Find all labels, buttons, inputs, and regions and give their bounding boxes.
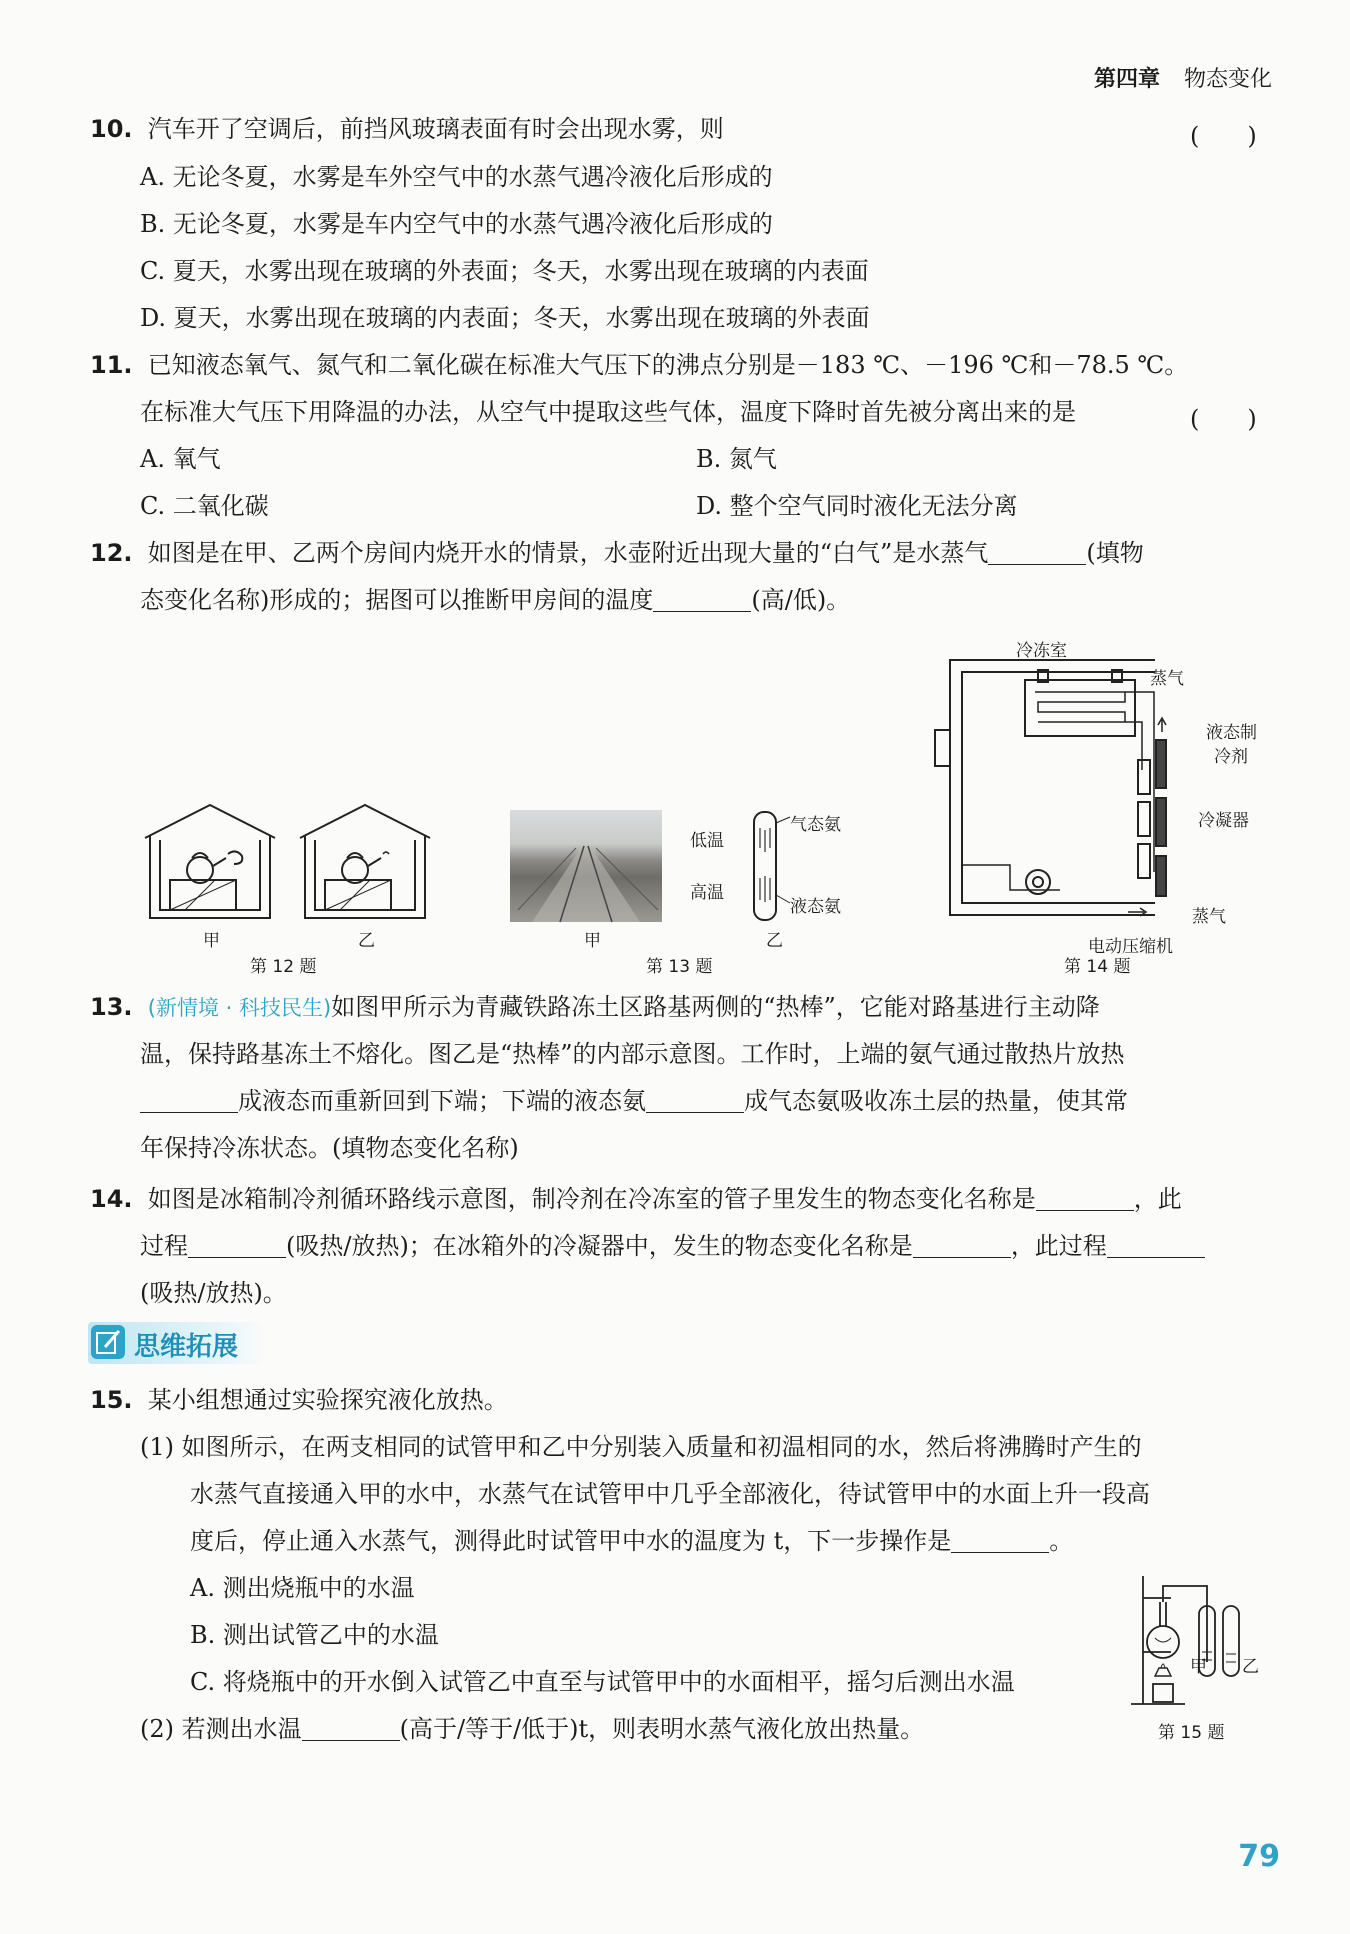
- fig13-high-temp: 高温: [690, 883, 724, 903]
- q15-p1-line3: 度后，停止通入水蒸气，测得此时试管甲中水的温度为 t，下一步操作是 。: [190, 1527, 1074, 1555]
- chapter-title: 物态变化: [1183, 67, 1272, 92]
- q10-option-c: C. 夏天，水雾出现在玻璃的外表面；冬天，水雾出现在玻璃的内表面: [140, 257, 869, 285]
- q15-p1-line1: (1) 如图所示，在两支相同的试管甲和乙中分别装入质量和初温相同的水，然后将沸腾时产生的: [140, 1433, 1142, 1461]
- q13-line1: 13. (新情境 · 科技民生)如图甲所示为青藏铁路冻土区路基两侧的“热棒”，它能对路基进行主动降: [90, 993, 1100, 1021]
- chapter-label: 第四章: [1093, 67, 1160, 92]
- q15-option-a: A. 测出烧瓶中的水温: [190, 1574, 415, 1602]
- q14-blank-4[interactable]: [1107, 1231, 1205, 1258]
- pencil-icon: [91, 1325, 125, 1359]
- q10-option-a: A. 无论冬夏，水雾是车外空气中的水蒸气遇冷液化后形成的: [140, 163, 773, 191]
- fig15-caption: 第 15 题: [1158, 1723, 1225, 1743]
- fig13-caption: 第 13 题: [646, 957, 713, 977]
- q11-option-a: A. 氧气: [140, 445, 221, 473]
- fig14-refrigerator: [930, 650, 1210, 930]
- q13-line2: 温，保持路基冻土不熔化。图乙是“热棒”的内部示意图。工作时，上端的氨气通过散热片放热: [140, 1040, 1125, 1068]
- fig14-freezer: 冷冻室: [1016, 641, 1067, 661]
- fig14-vapor-bottom: 蒸气: [1192, 907, 1226, 927]
- fig13-label-jia: 甲: [584, 931, 601, 951]
- q14-line1: 14. 如图是冰箱制冷剂循环路线示意图，制冷剂在冷冻室的管子里发生的物态变化名称是 ，此: [90, 1185, 1182, 1213]
- running-header: [1094, 62, 1272, 93]
- q11-option-c: C. 二氧化碳: [140, 492, 269, 520]
- q10-option-b: B. 无论冬夏，水雾是车内空气中的水蒸气遇冷液化后形成的: [140, 210, 773, 238]
- fig14-vapor-top: 蒸气: [1150, 669, 1184, 689]
- q14-blank-3[interactable]: [913, 1231, 1011, 1258]
- q15-option-b: B. 测出试管乙中的水温: [190, 1621, 439, 1649]
- q10-option-d: D. 夏天，水雾出现在玻璃的内表面；冬天，水雾出现在玻璃的外表面: [140, 304, 870, 332]
- q13-blank-1[interactable]: [140, 1086, 238, 1113]
- fig12-label-jia: 甲: [203, 931, 220, 951]
- fig13-gas-ammonia: 气态氨: [790, 815, 841, 835]
- q13-blank-2[interactable]: [646, 1086, 744, 1113]
- q14-line3: (吸热/放热)。: [140, 1279, 287, 1307]
- q12-line2: 态变化名称)形成的；据图可以推断甲房间的温度 (高/低)。: [140, 586, 851, 614]
- q14-line2: 过程 (吸热/放热)；在冰箱外的冷凝器中，发生的物态变化名称是 ，此过程: [140, 1229, 1205, 1263]
- q15-blank-2[interactable]: [302, 1714, 400, 1741]
- q13-tag: (新情境 · 科技民生): [147, 996, 332, 1020]
- fig14-caption: 第 14 题: [1064, 957, 1131, 977]
- q13-line3: 成液态而重新回到下端；下端的液态氨 成气态氨吸收冻土层的热量，使其常: [140, 1084, 1128, 1118]
- fig15-label-jia: 甲: [1190, 1657, 1207, 1677]
- fig12-houses: [140, 800, 440, 950]
- q12-blank-2[interactable]: [653, 585, 751, 612]
- q12-line1: 12. 如图是在甲、乙两个房间内烧开水的情景，水壶附近出现大量的“白气”是水蒸气 (填物: [90, 539, 1144, 567]
- fig14-condenser: 冷凝器: [1198, 811, 1249, 831]
- q15-p2: (2) 若测出水温 (高于/等于/低于)t，则表明水蒸气液化放出热量。: [140, 1715, 925, 1743]
- fig12-caption: 第 12 题: [250, 957, 317, 977]
- q15-stem: 15. 某小组想通过实验探究液化放热。: [90, 1386, 508, 1414]
- q11-answer-paren: ( ): [1190, 405, 1257, 433]
- q11-option-d: D. 整个空气同时液化无法分离: [696, 492, 1018, 520]
- q15-blank-1[interactable]: [951, 1526, 1049, 1553]
- fig14-liquid-refrigerant-2: 冷剂: [1214, 747, 1248, 767]
- fig13-railway-photo: [510, 810, 662, 922]
- q11-option-b: B. 氮气: [696, 445, 777, 473]
- fig12-label-yi: 乙: [358, 931, 375, 951]
- q10-answer-paren: ( ): [1190, 122, 1257, 150]
- q10-stem: 10. 汽车开了空调后，前挡风玻璃表面有时会出现水雾，则: [90, 115, 724, 143]
- q11-line1: 11. 已知液态氧气、氮气和二氧化碳在标准大气压下的沸点分别是－183 ℃、－196 ℃和－78.5 ℃。: [90, 351, 1189, 379]
- fig14-liquid-refrigerant-1: 液态制: [1206, 723, 1257, 743]
- q14-blank-1[interactable]: [1036, 1184, 1134, 1211]
- section-heading: [88, 1322, 264, 1364]
- fig14-compressor: 电动压缩机: [1088, 937, 1173, 957]
- page-number: 79: [1238, 1839, 1280, 1874]
- fig13-leader-lines: [776, 815, 796, 905]
- fig13-label-yi: 乙: [766, 931, 783, 951]
- section-title: 思维拓展: [134, 1332, 239, 1362]
- fig15-apparatus: [1125, 1572, 1245, 1712]
- q13-line4: 年保持冷冻状态。(填物态变化名称): [140, 1134, 519, 1162]
- q14-blank-2[interactable]: [188, 1231, 286, 1258]
- q15-p1-line2: 水蒸气直接通入甲的水中，水蒸气在试管甲中几乎全部液化，待试管甲中的水面上升一段高: [190, 1480, 1150, 1508]
- q15-option-c: C. 将烧瓶中的开水倒入试管乙中直至与试管甲中的水面相平，摇匀后测出水温: [190, 1668, 1015, 1696]
- fig15-label-yi: 乙: [1242, 1657, 1259, 1677]
- fig13-low-temp: 低温: [690, 831, 724, 851]
- fig13-liquid-ammonia: 液态氨: [790, 897, 841, 917]
- q12-blank-1[interactable]: [988, 538, 1086, 565]
- q11-line2: 在标准大气压下用降温的办法，从空气中提取这些气体，温度下降时首先被分离出来的是: [140, 398, 1076, 426]
